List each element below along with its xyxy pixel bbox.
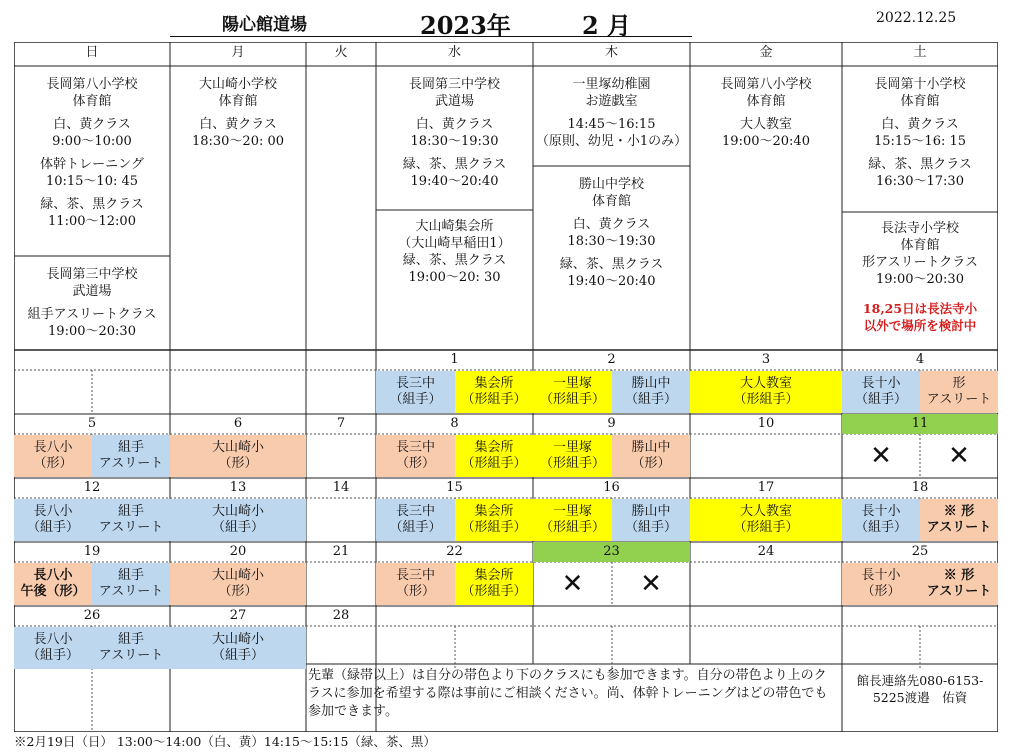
slot-text: （形） (631, 456, 671, 471)
slot-text: （組手） (624, 392, 677, 407)
slot-text: （形） (33, 456, 73, 471)
class-slot (842, 371, 920, 413)
class-slot (455, 627, 533, 669)
cancelled-mark (920, 435, 998, 477)
text-line: 長岡第三中学校 (46, 267, 138, 282)
class-slot (920, 563, 998, 605)
class-slot (455, 563, 533, 605)
weekday-4: 木 (604, 45, 618, 60)
slot-text: 集会所 (474, 568, 514, 583)
slot-text: （形組手） (539, 520, 605, 535)
class-slot (92, 371, 170, 413)
slot-text: 長十小 (861, 504, 901, 519)
slot-text: アスリート (926, 392, 992, 407)
day-number: 2 (607, 352, 616, 367)
slot-text: 集会所 (474, 504, 514, 519)
class-slot (842, 499, 920, 541)
class-slot (14, 563, 92, 605)
class-slot (306, 627, 376, 669)
slot-text: アスリート (98, 648, 164, 663)
day-number (842, 606, 998, 626)
day-number: 14 (332, 480, 350, 495)
text-line: 19:00～20:30 (48, 324, 136, 339)
text-line: 以外で場所を検討中 (863, 318, 977, 333)
class-slot (170, 499, 306, 541)
slot-text: 長八小 (33, 632, 73, 647)
membership-notes (308, 664, 838, 728)
day-number: 13 (229, 480, 247, 495)
text-line: 9:00～10:00 (52, 134, 132, 149)
class-slot (170, 435, 306, 477)
day-number (306, 350, 376, 370)
class-slot (690, 563, 842, 605)
slot-text: （組手） (26, 520, 79, 535)
slot-text: （組手） (26, 648, 79, 663)
cancelled-mark (842, 435, 920, 477)
class-slot (92, 563, 170, 605)
day-number: 21 (332, 544, 350, 559)
day-number (690, 606, 842, 626)
slot-text: 長十小 (861, 376, 901, 391)
text-line: 長岡第八小学校 (46, 77, 138, 92)
text-line: 渡邉 佑資 (904, 690, 968, 705)
text-line: 体育館 (218, 94, 258, 109)
day-number (14, 350, 170, 370)
text-line: 体育館 (900, 94, 940, 109)
day-number (170, 350, 306, 370)
class-slot (306, 499, 376, 541)
text-line: 大人教室 (739, 117, 792, 132)
slot-text: 勝山中 (631, 440, 671, 455)
text-line: 自分の帯色より上のクラスに参加を希望する際は事前にご相談ください。 (308, 668, 827, 701)
day-number: 17 (757, 480, 775, 495)
class-slot (306, 371, 376, 413)
slot-text: （組手） (854, 520, 907, 535)
slot-text: （形） (218, 456, 258, 471)
day-number (533, 606, 690, 626)
slot-text: 一里塚 (552, 376, 592, 391)
slot-text: 長三中 (395, 504, 435, 519)
class-slot (376, 371, 455, 413)
day-number: 7 (336, 416, 346, 431)
slot-text: 長三中 (395, 376, 435, 391)
class-slot (14, 627, 92, 669)
slot-text: （組手） (389, 520, 442, 535)
day-number: 11 (842, 414, 998, 434)
footnote: ※2月19日（日） 13:00～14:00（白、黄）14:15～15:15（緑、茶、黒） (14, 734, 436, 749)
slot-text: 集会所 (474, 440, 514, 455)
day-number: 18 (911, 480, 929, 495)
day-number: 22 (446, 544, 463, 559)
text-line: 18,25日は長法寺小 (862, 301, 978, 316)
slot-text: ※ 形 (943, 504, 975, 519)
text-line: 館長連絡先 (856, 673, 920, 688)
text-line: 10:15～10: 45 (45, 174, 139, 189)
schedule-thursday-ichirizuka (533, 66, 690, 166)
slot-text: （形組手） (461, 456, 527, 471)
day-number: 28 (332, 608, 350, 623)
day-number: 4 (915, 352, 925, 367)
text-line: 体育館 (591, 194, 631, 209)
text-line: 緑、茶、黒クラス (559, 257, 664, 272)
slot-text: ※ 形 (943, 568, 975, 583)
class-slot (920, 371, 998, 413)
class-slot (690, 499, 842, 541)
class-slot (170, 563, 306, 605)
slot-text: 集会所 (474, 376, 514, 391)
class-slot (92, 627, 170, 669)
weekday-1: 月 (231, 45, 245, 60)
class-slot (690, 371, 842, 413)
text-line: 体育館 (900, 238, 940, 253)
class-slot (455, 371, 533, 413)
cross-icon: ✕ (948, 441, 970, 471)
class-slot (376, 499, 455, 541)
day-number: 25 (911, 544, 929, 559)
day-number: 20 (229, 544, 247, 559)
class-slot (690, 435, 842, 477)
slot-text: （形） (218, 584, 258, 599)
class-slot (14, 435, 92, 477)
class-slot (14, 499, 92, 541)
class-slot (842, 627, 920, 669)
slot-text: （形組手） (461, 392, 527, 407)
slot-text: （形組手） (539, 392, 605, 407)
text-line: 体育館 (72, 94, 112, 109)
text-line: 緑、茶、黒クラス (40, 197, 144, 212)
class-slot (376, 435, 455, 477)
day-number: 5 (87, 416, 97, 431)
class-slot (306, 435, 376, 477)
slot-text: （形） (395, 456, 435, 471)
slot-text: 大山崎小 (211, 440, 264, 455)
class-slot (376, 563, 455, 605)
slot-text: 長八小 (33, 568, 73, 583)
text-line: 白、黄クラス (53, 117, 131, 132)
cross-icon: ✕ (561, 569, 584, 599)
day-number: 3 (761, 352, 771, 367)
cross-icon: ✕ (640, 569, 662, 599)
text-line: 18:30～19:30 (567, 234, 656, 249)
day-number: 12 (83, 480, 101, 495)
text-line: 白、黄クラス (415, 117, 494, 132)
class-slot (533, 435, 612, 477)
class-slot (455, 499, 533, 541)
class-slot (170, 627, 306, 669)
slot-text: 勝山中 (631, 376, 671, 391)
slot-text: （組手） (854, 392, 907, 407)
text-line: 大山崎小学校 (198, 77, 277, 92)
day-number: 16 (603, 480, 620, 495)
class-slot (14, 371, 92, 413)
text-line: 白、黄クラス (572, 217, 651, 232)
schedule-saturday-nagaoka10 (842, 66, 998, 216)
text-line: 19:40～20:40 (410, 174, 499, 189)
schedule-sunday-nagaoka3 (14, 260, 170, 344)
text-line: 16:30～17:30 (876, 174, 964, 189)
slot-text: 一里塚 (552, 440, 592, 455)
text-line: 体幹トレーニング (40, 157, 144, 172)
class-slot (533, 499, 612, 541)
text-line: 一里塚幼稚園 (572, 77, 651, 92)
schedule-wednesday-nagaoka3 (376, 66, 533, 206)
class-slot (690, 627, 842, 669)
text-line: 080-6153-5225 (872, 673, 984, 705)
day-number: 23 (533, 542, 690, 562)
text-line: 武道場 (72, 284, 112, 299)
class-slot (92, 435, 170, 477)
text-line: 白、黄クラス (881, 117, 959, 132)
class-slot (612, 499, 690, 541)
slot-text: 組手 (117, 440, 144, 455)
class-slot (920, 499, 998, 541)
text-line: 先輩（緑帯以上）は自分の帯色より下のクラスにも参加できます。 (308, 668, 697, 683)
slot-text: アスリート (98, 584, 164, 599)
text-line: 組手アスリートクラス (27, 307, 157, 322)
dojo-name: 陽心館道場 (222, 15, 307, 35)
title-month: 2 月 (582, 11, 632, 40)
class-slot (533, 627, 612, 669)
text-line: 体育館 (746, 94, 786, 109)
class-slot (612, 435, 690, 477)
class-slot (612, 627, 690, 669)
slot-text: アスリート (926, 520, 992, 535)
text-line: 形アスリートクラス (862, 255, 978, 270)
text-line: 19:00～20:40 (722, 134, 810, 149)
day-number: 15 (446, 480, 463, 495)
text-line: 長岡第三中学校 (408, 77, 500, 92)
class-slot (455, 435, 533, 477)
slot-text: 一里塚 (552, 504, 592, 519)
day-number: 1 (450, 352, 459, 367)
weekday-5: 金 (759, 45, 773, 60)
class-slot (92, 499, 170, 541)
saturday-venue-note (842, 300, 998, 340)
day-number: 8 (450, 416, 459, 431)
text-line: 尚、体幹トレーニングはどの帯色でも参加できます。 (308, 686, 828, 719)
weekday-6: 土 (913, 45, 927, 60)
cancelled-mark (612, 563, 690, 605)
slot-text: 大山崎小 (211, 568, 264, 583)
slot-text: （形組手） (461, 584, 527, 599)
class-slot (612, 371, 690, 413)
slot-text: （形） (395, 584, 435, 599)
text-line: 19:00～20:30 (876, 272, 964, 287)
text-line: 緑、茶、黒クラス (402, 253, 507, 268)
text-line: （原則、幼児・小1のみ） (535, 134, 688, 149)
text-line: 緑、茶、黒クラス (402, 157, 507, 172)
day-number: 24 (757, 544, 775, 559)
day-number: 9 (607, 416, 616, 431)
slot-text: アスリート (926, 584, 992, 599)
weekday-2: 火 (334, 45, 348, 60)
day-number: 27 (229, 608, 247, 623)
slot-text: （組手） (389, 392, 442, 407)
text-line: 武道場 (434, 94, 474, 109)
day-number: 26 (83, 608, 101, 623)
text-line: 長法寺小学校 (880, 221, 959, 236)
day-number: 10 (757, 416, 775, 431)
slot-text: 長三中 (395, 440, 435, 455)
text-line: 長岡第八小学校 (720, 77, 812, 92)
slot-text: 長三中 (395, 568, 435, 583)
weekday-3: 水 (447, 45, 461, 60)
slot-text: 長八小 (33, 440, 73, 455)
schedule-sunday-nagaoka8 (14, 66, 170, 254)
slot-text: 組手 (117, 568, 144, 583)
slot-text: 大人教室 (739, 376, 792, 391)
class-slot (533, 371, 612, 413)
schedule-saturday-chohoji (842, 216, 998, 296)
slot-text: 長十小 (861, 568, 901, 583)
text-line: 大山崎集会所 (415, 219, 494, 234)
slot-text: （形） (861, 584, 901, 599)
cross-icon: ✕ (870, 441, 892, 471)
slot-text: 大人教室 (739, 504, 792, 519)
class-slot (376, 627, 455, 669)
slot-text: 長八小 (33, 504, 73, 519)
slot-text: 大山崎小 (211, 632, 264, 647)
text-line: 15:15～16: 15 (873, 134, 967, 149)
class-slot (306, 563, 376, 605)
class-slot (170, 371, 306, 413)
text-line: （大山崎早稲田1） (398, 236, 511, 251)
class-slot (920, 627, 998, 669)
day-number (376, 606, 533, 626)
slot-text: アスリート (98, 520, 164, 535)
issue-date: 2022.12.25 (876, 10, 957, 26)
slot-text: 勝山中 (631, 504, 671, 519)
title-underline (170, 36, 692, 37)
slot-text: （組手） (211, 648, 264, 663)
cancelled-mark (533, 563, 612, 605)
slot-text: 大山崎小 (211, 504, 264, 519)
text-line: 白、黄クラス (199, 117, 277, 132)
text-line: 勝山中学校 (578, 177, 644, 192)
day-number: 19 (83, 544, 101, 559)
slot-text: （形組手） (461, 520, 527, 535)
text-line: 14:45～16:15 (567, 117, 656, 132)
slot-text: （形組手） (733, 520, 799, 535)
day-number: 6 (233, 416, 243, 431)
schedule-monday-oyamazaki (170, 66, 306, 186)
slot-text: （形組手） (539, 456, 605, 471)
slot-text: （組手） (624, 520, 677, 535)
text-line: 18:30～20: 00 (191, 134, 285, 149)
class-slot (842, 563, 920, 605)
schedule-friday-adult (690, 66, 842, 186)
calendar (14, 42, 998, 732)
slot-text: 午後（形） (20, 584, 86, 599)
slot-text: 組手 (117, 504, 144, 519)
text-line: 19:40～20:40 (567, 274, 656, 289)
slot-text: （形組手） (733, 392, 799, 407)
text-line: 19:00～20: 30 (408, 270, 501, 285)
text-line: 18:30～19:30 (410, 134, 499, 149)
slot-text: 組手 (117, 632, 144, 647)
schedule-wednesday-shukaisho (376, 214, 533, 304)
title-year: 2023年 (420, 11, 511, 40)
schedule-thursday-katsuyama (533, 170, 690, 310)
slot-text: アスリート (98, 456, 164, 471)
text-line: 長岡第十小学校 (874, 77, 966, 92)
weekday-0: 日 (85, 45, 99, 60)
contact-info (842, 664, 998, 728)
text-line: 緑、茶、黒クラス (868, 157, 972, 172)
slot-text: （組手） (211, 520, 264, 535)
text-line: 11:00～12:00 (48, 214, 136, 229)
slot-text: 形 (952, 376, 966, 391)
text-line: お遊戯室 (585, 94, 638, 109)
